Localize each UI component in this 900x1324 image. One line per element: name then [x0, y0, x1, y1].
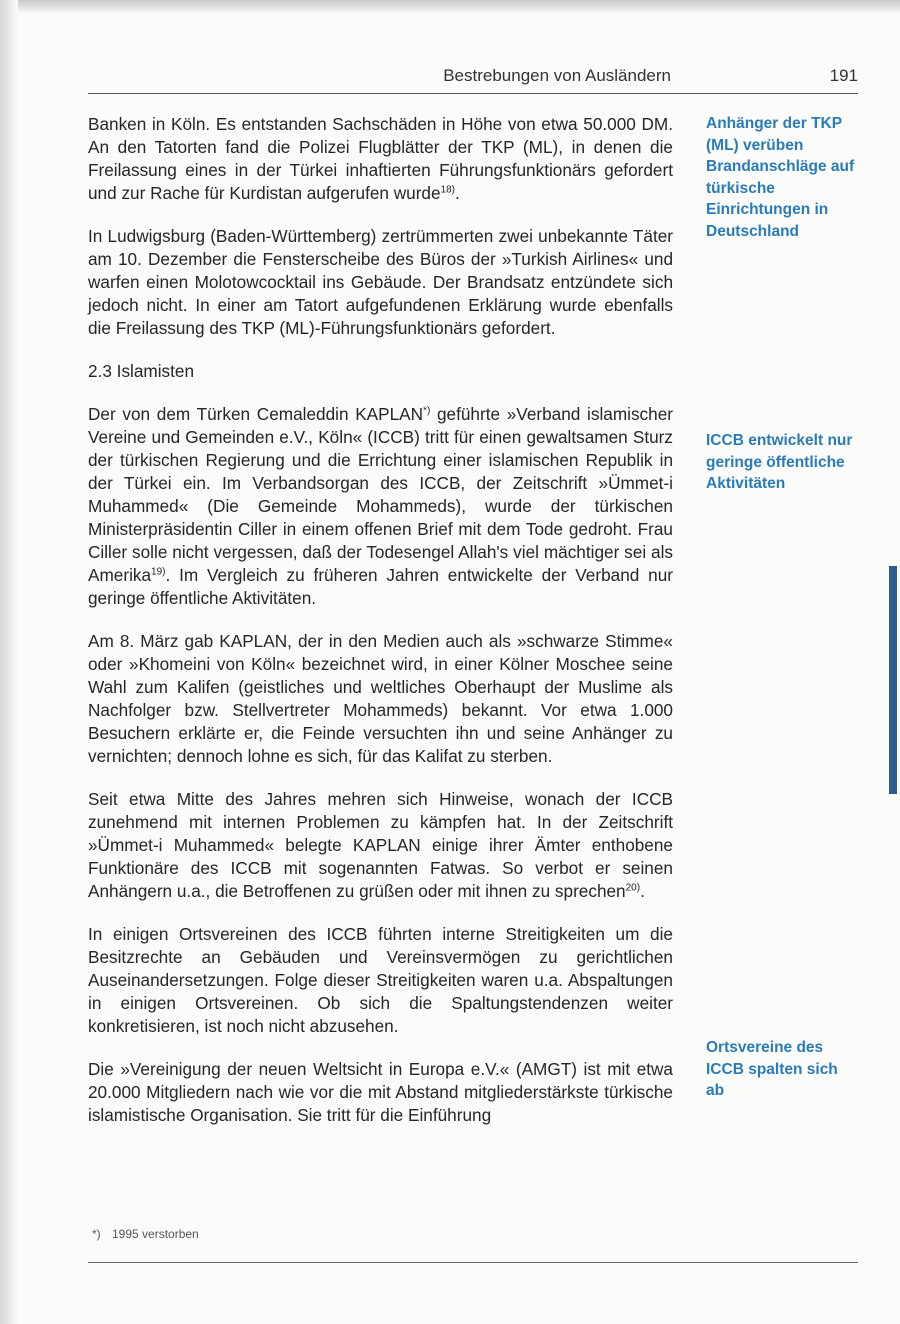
footnote-ref-20: 20) — [625, 882, 641, 894]
page-shadow-left — [0, 0, 18, 1324]
paragraph-6: In einigen Ortsvereinen des ICCB führten interne Streitigkeiten um die Besitzrechte an Gebäuden und Vereinsvermögen zu gerichtlichen Auseinandersetzungen. Folge dieser Streitigkeiten waren u.a. Abspaltungen in einigen Ortsvereinen. Ob sich die Spaltungstendenzen weiter konkretisieren, ist noch nicht abzusehen. — [88, 924, 673, 1036]
margin-note-iccb-split: Ortsvereine des ICCB spalten sich ab — [706, 1039, 838, 1099]
paragraph-3-text-c: . Im Vergleich zu früheren Jahren entwickelte der Verband nur geringe öffentliche Aktivitäten. — [88, 565, 673, 608]
footer-rule — [88, 1262, 858, 1263]
footnote-text: 1995 verstorben — [112, 1227, 199, 1241]
header-title: Bestrebungen von Ausländern — [443, 66, 671, 85]
paragraph-3-text-a: Der von dem Türken Cemaleddin KAPLAN — [88, 404, 424, 424]
footnote-ref-18: 18) — [440, 184, 456, 196]
paragraph-5-text: Seit etwa Mitte des Jahres mehren sich Hinweise, wonach der ICCB zunehmend mit internen Problemen zu kämpfen hat. In der Zeitschrift »Ümmet-i Muhammed« belegte KAPLAN einige ihrer Ämter enthobene Funktionäre des ICCB mit sogenannten Fatwas. So verbot er seinen Anhängern u.a., die Betroffenen zu grüßen oder mit ihnen zu sprechen — [88, 789, 673, 901]
paragraph-2: In Ludwigsburg (Baden-Württemberg) zertrümmerten zwei unbekannte Täter am 10. Dezember die Fensterscheibe des Büros der »Turkish Airlines« und warfen einen Molotowcocktail ins Gebäude. Der Brandsatz entzündete sich jedoch nicht. In einer am Tatort aufgefundenen Erklärung wurde ebenfalls die Freilassung des TKP (ML)-Führungsfunktionärs gefordert. — [88, 226, 673, 338]
header-rule — [88, 93, 858, 94]
paragraph-4: Am 8. März gab KAPLAN, der in den Medien auch als »schwarze Stimme« oder »Khomeini von Köln« bezeichnet wird, in einer Kölner Moschee seine Wahl zum Kalifen (geistliches und weltliches Oberhaupt der Muslime als Nachfolger bzw. Stellvertreter Mohammeds) bekannt. Vor etwa 1.000 Besuchern erklärte er, die Feinde versuchten ihn und seine Anhänger zu vernichten; dennoch lohne es sich, für das Kalifat zu sterben. — [88, 631, 673, 766]
margin-note-iccb-activity: ICCB entwickelt nur geringe öffentliche Aktivitäten — [706, 432, 853, 492]
paragraph-1: Banken in Köln. Es entstanden Sachschäden in Höhe von etwa 50.000 DM. An den Tatorten fand die Polizei Flugblätter der TKP (ML), in denen die Freilassung eines in der Türkei inhaftierten Führungsfunktionärs gefordert und zur Rache für Kurdistan aufgerufen wurde$^{18)}$. — [88, 114, 673, 203]
footnote — [92, 1227, 199, 1241]
paragraph-1-text: Banken in Köln. Es entstanden Sachschäden in Höhe von etwa 50.000 DM. An den Tatorten fand die Polizei Flugblätter der TKP (ML), in denen die Freilassung eines in der Türkei inhaftierten Führungsfunktionärs gefordert und zur Rache für Kurdistan aufgerufen wurde — [88, 114, 673, 203]
paragraph-3 — [88, 403, 673, 610]
footnote-ref-star: *) — [423, 405, 431, 417]
running-header — [88, 66, 858, 94]
section-heading: 2.3 Islamisten — [88, 361, 195, 381]
paragraph-3-text-b: geführte »Verband islamischer Vereine und Gemeinden e.V., Köln« (ICCB) tritt für einen gewaltsamen Sturz der türkischen Regierung und die Errichtung einer islamischen Republik in der Türkei ein. Im Verbandsorgan des ICCB, der Zeitschrift »Ümmet-i Muhammed« (Die Gemeinde Mohammeds), wurde der türkischen Ministerpräsidentin Ciller in einem offenen Brief mit dem Tode gedroht. Frau Ciller solle nicht vergessen, daß der Todesengel Allah's viel mächtiger sei als Amerika — [88, 404, 673, 585]
page-number: 191 — [829, 66, 858, 85]
paragraph-5: Seit etwa Mitte des Jahres mehren sich Hinweise, wonach der ICCB zunehmend mit internen Problemen zu kämpfen hat. In der Zeitschrift »Ümmet-i Muhammed« belegte KAPLAN einige ihrer Ämter enthobene Funktionäre des ICCB mit sogenannten Fatwas. So verbot er seinen Anhängern u.a., die Betroffenen zu grüßen oder mit ihnen zu sprechen$^{20)}$. — [88, 789, 673, 901]
footnote-ref-19: 19) — [151, 566, 166, 578]
margin-note-tkp: Anhänger der TKP (ML) verüben Brandanschläge auf türkische Einrichtungen in Deutschland — [706, 115, 855, 240]
main-text — [88, 113, 673, 1147]
footnote-mark: *) — [92, 1227, 101, 1241]
paragraph-7: Die »Vereinigung der neuen Weltsicht in Europa e.V.« (AMGT) ist mit etwa 20.000 Mitgliedern nach wie vor die mit Abstand mitgliederstärkste türkische islamistische Organisation. Sie tritt für die Einführung — [88, 1059, 673, 1125]
page-shadow-top — [0, 0, 900, 14]
section-marker-bar — [889, 566, 897, 794]
